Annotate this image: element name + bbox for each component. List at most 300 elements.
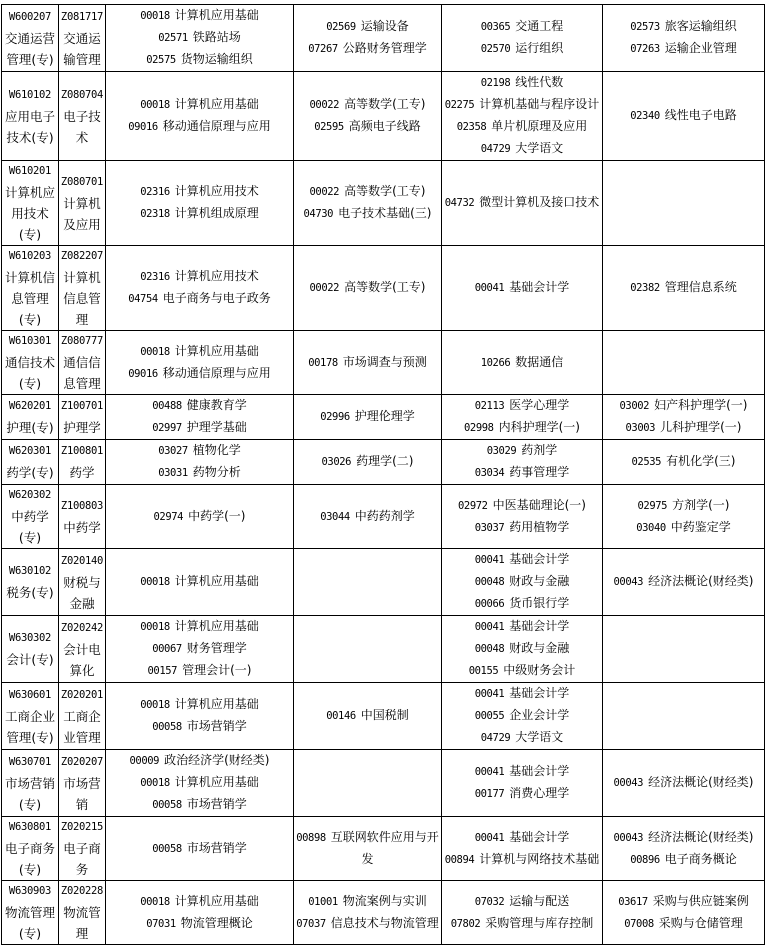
course-title: 药用植物学	[509, 519, 570, 534]
course-item	[603, 517, 764, 539]
course-title: 护理学基础	[186, 420, 247, 434]
new-major-code: W630903	[8, 885, 52, 897]
course-title: 中级财务会计	[503, 663, 576, 677]
course-code: 00022	[309, 282, 340, 294]
course-item	[442, 417, 602, 439]
course-title: 基础会计学	[509, 829, 570, 844]
course-title: 计算机应用基础	[174, 775, 259, 789]
course-group-cell-group4	[603, 395, 765, 440]
table-row	[2, 881, 765, 945]
course-code: 03040	[636, 521, 666, 534]
course-code: 02318	[140, 208, 170, 220]
course-item	[603, 38, 764, 60]
course-code: 03026	[321, 456, 352, 468]
course-group-cell-group4	[603, 5, 765, 72]
course-item	[106, 616, 293, 638]
old-major-cell	[59, 750, 106, 817]
new-major-cell	[2, 616, 59, 683]
course-item	[106, 462, 293, 484]
course-item	[294, 705, 441, 727]
course-item	[106, 266, 293, 288]
new-major-cell	[2, 246, 59, 331]
table-row	[2, 440, 765, 485]
course-group-cell-group1	[106, 395, 294, 440]
old-major-code: Z080701	[60, 175, 104, 188]
course-code: 00041	[474, 554, 505, 566]
course-group-cell-group1	[106, 616, 294, 683]
course-code: 02595	[314, 121, 344, 133]
course-item	[442, 16, 602, 38]
course-item	[106, 288, 293, 310]
course-item	[442, 138, 602, 160]
table-row	[2, 246, 765, 331]
new-major-name: 护理(专)	[6, 420, 54, 435]
course-title: 财务管理学	[186, 641, 247, 655]
course-code: 00488	[152, 400, 182, 412]
old-major-code: Z100803	[60, 499, 104, 512]
course-item	[294, 94, 441, 116]
course-code: 07263	[630, 43, 660, 55]
course-code: 07267	[308, 43, 338, 55]
course-item	[106, 49, 293, 71]
course-item	[106, 94, 293, 116]
new-major-cell	[2, 750, 59, 817]
new-major-code: W620302	[8, 489, 52, 501]
new-major-cell	[2, 331, 59, 395]
course-group-cell-group3	[442, 683, 603, 750]
course-item	[603, 772, 764, 794]
course-title: 消费心理学	[509, 786, 570, 800]
old-major-name: 通信信息管理	[63, 355, 101, 391]
table-row	[2, 395, 765, 440]
old-major-name: 工商企业管理	[63, 708, 101, 745]
course-group-cell-group2	[294, 683, 442, 750]
old-major-code: Z080704	[60, 88, 104, 101]
old-major-cell	[59, 616, 106, 683]
course-group-cell-group1	[106, 549, 294, 616]
old-major-code: Z080777	[60, 335, 104, 347]
course-item	[442, 638, 602, 660]
course-item	[442, 116, 602, 138]
course-code: 00048	[474, 576, 505, 588]
course-title: 铁路站场	[192, 30, 241, 44]
course-item	[603, 16, 764, 38]
new-major-code: W610201	[8, 165, 52, 177]
course-code: 00043	[613, 831, 644, 844]
course-group-cell-group4	[603, 817, 765, 881]
course-item	[442, 761, 602, 783]
course-code: 03034	[474, 467, 505, 479]
course-title: 计算机应用基础	[174, 343, 259, 358]
new-major-cell	[2, 395, 59, 440]
new-major-name: 计算机应用技术(专)	[4, 185, 55, 242]
course-code: 00043	[613, 576, 644, 588]
course-code: 00018	[140, 576, 170, 588]
course-group-cell-group4	[603, 881, 765, 945]
course-item	[294, 116, 441, 138]
course-title: 计算机与网络技术基础	[479, 851, 600, 866]
course-item	[603, 827, 764, 849]
course-code: 04729	[480, 732, 511, 744]
course-title: 物流管理概论	[180, 915, 253, 930]
course-title: 计算机应用基础	[174, 97, 259, 111]
table-row	[2, 549, 765, 616]
new-major-code: W630801	[8, 821, 52, 833]
old-major-name: 计算机及应用	[63, 195, 101, 232]
old-major-cell	[59, 5, 106, 72]
course-code: 00146	[326, 710, 356, 722]
course-item	[603, 105, 764, 127]
course-code: 00067	[152, 643, 182, 655]
old-major-cell	[59, 331, 106, 395]
new-major-code: W600207	[8, 10, 52, 23]
new-major-name: 应用电子技术(专)	[4, 108, 55, 145]
course-item	[106, 440, 293, 462]
course-item	[603, 849, 764, 871]
course-group-cell-group2	[294, 246, 442, 331]
course-group-cell-group4	[603, 440, 765, 485]
new-major-code: W610203	[8, 250, 52, 262]
course-item	[442, 517, 602, 539]
course-group-cell-group4	[603, 72, 765, 161]
course-title: 中药学(一)	[188, 508, 246, 523]
course-item	[442, 827, 602, 849]
old-major-code: Z100801	[60, 445, 104, 457]
course-code: 00896	[630, 853, 660, 866]
course-group-cell-group2	[294, 72, 442, 161]
course-group-cell-group3	[442, 72, 603, 161]
new-major-cell	[2, 881, 59, 945]
course-item	[442, 891, 602, 913]
course-code: 02570	[480, 43, 511, 55]
table-row	[2, 72, 765, 161]
course-title: 方剂学(一)	[672, 497, 730, 512]
course-item	[106, 181, 293, 203]
course-code: 00018	[140, 345, 170, 358]
course-title: 经济法概论(财经类)	[648, 574, 754, 588]
table-row	[2, 817, 765, 881]
course-item	[294, 827, 441, 870]
course-item	[442, 38, 602, 60]
course-title: 基础会计学	[509, 552, 570, 566]
old-major-cell	[59, 161, 106, 246]
course-title: 妇产科护理学(一)	[654, 398, 748, 412]
course-group-cell-group2	[294, 331, 442, 395]
course-group-cell-group3	[442, 395, 603, 440]
new-major-name: 交通运营管理(专)	[4, 30, 55, 67]
course-code: 02316	[140, 271, 170, 283]
course-item	[442, 571, 602, 593]
course-code: 02340	[630, 110, 660, 122]
course-code: 03037	[474, 521, 505, 534]
course-title: 药理学(二)	[356, 454, 414, 468]
table-row	[2, 485, 765, 549]
course-title: 线性代数	[515, 75, 564, 89]
course-code: 02571	[158, 32, 188, 44]
course-item	[442, 593, 602, 615]
new-major-name: 会计(专)	[6, 652, 54, 667]
course-code: 02535	[631, 456, 662, 468]
course-code: 00066	[474, 598, 505, 610]
course-code: 07008	[624, 917, 654, 930]
course-item	[294, 277, 441, 299]
new-major-code: W630601	[8, 688, 52, 701]
table-row	[2, 616, 765, 683]
course-code: 04730	[303, 208, 334, 220]
table-row	[2, 750, 765, 817]
course-code: 00898	[296, 832, 326, 844]
course-group-cell-group1	[106, 331, 294, 395]
course-code: 00041	[474, 766, 505, 778]
course-title: 中药药剂学	[354, 508, 415, 523]
course-code: 02569	[326, 21, 356, 33]
course-code: 00048	[474, 643, 505, 655]
new-major-code: W630701	[8, 755, 52, 768]
old-major-code: Z081717	[60, 10, 104, 23]
course-title: 信息技术与物流管理	[330, 915, 439, 930]
course-code: 00018	[140, 777, 170, 789]
course-title: 运输与配送	[509, 893, 570, 908]
course-item	[442, 683, 602, 705]
course-title: 移动通信原理与应用	[162, 119, 271, 133]
course-code: 04754	[128, 293, 158, 305]
new-major-code: W630302	[8, 632, 52, 644]
course-code: 00055	[474, 710, 505, 722]
old-major-name: 电子技术	[63, 108, 101, 145]
table-row	[2, 161, 765, 246]
course-code: 02975	[637, 499, 668, 512]
table-row	[2, 331, 765, 395]
major-course-table	[1, 4, 765, 945]
course-code: 02996	[320, 411, 350, 423]
course-item	[106, 660, 293, 682]
course-title: 药物分析	[192, 465, 241, 479]
course-code: 03029	[486, 445, 517, 457]
table-row	[2, 683, 765, 750]
course-group-cell-group2	[294, 485, 442, 549]
course-title: 财政与金融	[509, 641, 570, 655]
course-item	[442, 440, 602, 462]
course-title: 计算机基础与程序设计	[479, 97, 600, 111]
course-title: 企业会计学	[509, 708, 570, 722]
old-major-name: 物流管理	[63, 905, 101, 941]
course-title: 电子技术基础(三)	[338, 206, 432, 220]
course-group-cell-group3	[442, 817, 603, 881]
course-title: 基础会计学	[509, 280, 570, 294]
course-title: 计算机应用基础	[174, 697, 259, 711]
course-title: 电子商务概论	[664, 851, 737, 866]
course-title: 微型计算机及接口技术	[479, 195, 600, 209]
course-code: 03044	[320, 510, 350, 523]
course-title: 市场营销学	[186, 719, 247, 733]
course-item	[294, 352, 441, 374]
course-code: 09016	[128, 367, 158, 380]
course-title: 采购与仓储管理	[658, 915, 743, 930]
course-title: 货物运输组织	[180, 52, 253, 66]
course-code: 00018	[140, 895, 170, 908]
course-title: 数据通信	[515, 354, 564, 369]
new-major-cell	[2, 683, 59, 750]
old-major-cell	[59, 881, 106, 945]
old-major-cell	[59, 485, 106, 549]
course-title: 市场调查与预测	[342, 354, 427, 369]
course-title: 健康教育学	[186, 398, 247, 412]
course-group-cell-group1	[106, 485, 294, 549]
course-title: 计算机应用基础	[174, 619, 259, 633]
old-major-name: 交通运输管理	[63, 30, 101, 67]
course-code: 00058	[152, 721, 182, 733]
new-major-name: 计算机信息管理(专)	[4, 270, 55, 327]
course-code: 02113	[474, 400, 505, 412]
course-item	[106, 363, 293, 385]
course-title: 政治经济学(财经类)	[164, 753, 270, 767]
new-major-name: 中药学(专)	[11, 509, 49, 545]
course-code: 00365	[480, 21, 511, 33]
course-group-cell-group3	[442, 5, 603, 72]
old-major-cell	[59, 683, 106, 750]
new-major-cell	[2, 549, 59, 616]
course-code: 00043	[613, 777, 644, 789]
course-group-cell-group2	[294, 5, 442, 72]
course-title: 采购管理与库存控制	[485, 915, 594, 930]
old-major-code: Z020140	[60, 554, 104, 567]
new-major-cell	[2, 817, 59, 881]
course-item	[442, 495, 602, 517]
course-code: 00155	[468, 665, 499, 677]
course-code: 07031	[146, 917, 176, 930]
course-code: 02972	[458, 499, 488, 512]
new-major-name: 物流管理(专)	[4, 905, 55, 941]
new-major-cell	[2, 161, 59, 246]
course-title: 电子商务与电子政务	[162, 291, 271, 305]
new-major-code: W610102	[8, 88, 52, 101]
course-group-cell-group3	[442, 440, 603, 485]
course-title: 交通工程	[515, 19, 564, 33]
course-title: 运行组织	[515, 41, 564, 55]
course-code: 00018	[140, 621, 170, 633]
course-title: 管理信息系统	[664, 280, 737, 294]
course-code: 02974	[153, 510, 184, 523]
course-item	[603, 891, 764, 913]
course-group-cell-group2	[294, 750, 442, 817]
course-title: 药事管理学	[509, 465, 570, 479]
course-item	[294, 181, 441, 203]
course-item	[442, 72, 602, 94]
course-title: 市场营销学	[186, 797, 247, 811]
course-group-cell-group3	[442, 161, 603, 246]
course-item	[106, 571, 293, 593]
course-code: 00177	[474, 788, 505, 800]
course-group-cell-group3	[442, 485, 603, 549]
course-title: 计算机应用技术	[174, 184, 259, 198]
old-major-cell	[59, 817, 106, 881]
course-item	[442, 192, 602, 214]
course-group-cell-group2	[294, 161, 442, 246]
course-title: 大学语文	[515, 141, 564, 155]
old-major-name: 市场营销	[63, 775, 101, 812]
course-code: 00894	[444, 853, 475, 866]
new-major-code: W610301	[8, 335, 52, 347]
new-major-cell	[2, 485, 59, 549]
course-code: 03003	[625, 422, 656, 434]
course-code: 00058	[152, 799, 182, 811]
course-title: 计算机应用基础	[174, 893, 259, 908]
course-item	[106, 838, 293, 860]
new-major-name: 通信技术(专)	[4, 355, 55, 391]
course-item	[106, 5, 293, 27]
course-group-cell-group4	[603, 683, 765, 750]
old-major-cell	[59, 440, 106, 485]
course-group-cell-group3	[442, 616, 603, 683]
old-major-name: 中药学	[63, 519, 101, 535]
course-item	[106, 694, 293, 716]
course-code: 02382	[630, 282, 660, 294]
course-title: 高频电子线路	[348, 119, 421, 133]
course-item	[603, 417, 764, 439]
new-major-cell	[2, 5, 59, 72]
course-item	[106, 395, 293, 417]
course-item	[603, 571, 764, 593]
course-title: 儿科护理学(一)	[660, 420, 742, 434]
course-title: 公路财务管理学	[342, 41, 427, 55]
course-title: 单片机原理及应用	[491, 119, 588, 133]
course-title: 药剂学	[521, 443, 558, 457]
course-item	[442, 616, 602, 638]
course-title: 基础会计学	[509, 619, 570, 633]
new-major-name: 税务(专)	[6, 585, 54, 600]
course-title: 医学心理学	[509, 398, 570, 412]
course-code: 01001	[308, 895, 338, 908]
course-title: 计算机组成原理	[174, 206, 259, 220]
course-group-cell-group1	[106, 72, 294, 161]
course-title: 有机化学(三)	[666, 454, 736, 468]
old-major-cell	[59, 549, 106, 616]
course-code: 10266	[480, 356, 511, 369]
course-code: 02316	[140, 186, 170, 198]
course-item	[106, 794, 293, 816]
course-title: 高等数学(工专)	[344, 280, 426, 294]
course-code: 00018	[140, 699, 170, 711]
course-group-cell-group2	[294, 881, 442, 945]
course-group-cell-group4	[603, 616, 765, 683]
course-group-cell-group1	[106, 5, 294, 72]
course-code: 02198	[480, 77, 511, 89]
course-title: 计算机应用基础	[174, 8, 259, 22]
new-major-code: W620301	[8, 445, 52, 457]
course-item	[442, 395, 602, 417]
new-major-name: 药学(专)	[6, 465, 54, 480]
course-code: 00041	[474, 621, 505, 633]
course-item	[106, 891, 293, 913]
course-group-cell-group1	[106, 246, 294, 331]
course-code: 07037	[296, 917, 326, 930]
course-code: 02358	[456, 121, 487, 133]
course-group-cell-group1	[106, 683, 294, 750]
course-title: 物流案例与实训	[342, 893, 427, 908]
course-title: 计算机应用技术	[174, 269, 259, 283]
course-item	[106, 27, 293, 49]
course-title: 市场营销学	[186, 840, 247, 855]
new-major-code: W620201	[8, 400, 52, 412]
course-group-cell-group4	[603, 331, 765, 395]
course-group-cell-group4	[603, 246, 765, 331]
course-title: 基础会计学	[509, 764, 570, 778]
course-title: 基础会计学	[509, 686, 570, 700]
course-item	[294, 506, 441, 528]
table-row	[2, 5, 765, 72]
course-code: 07032	[474, 895, 505, 908]
course-title: 植物化学	[192, 443, 241, 457]
